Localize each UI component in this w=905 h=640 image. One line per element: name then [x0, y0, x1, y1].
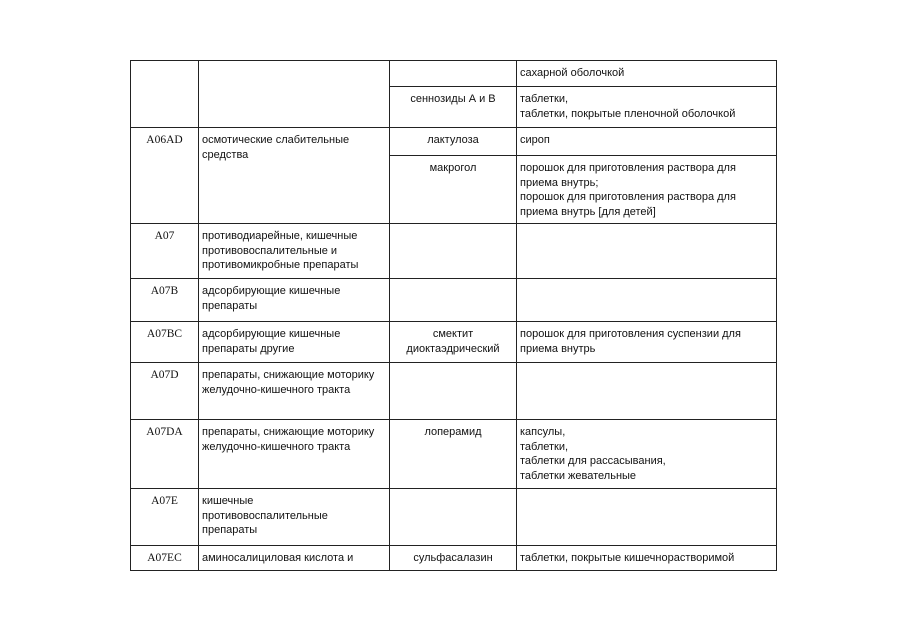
- dosage-form-line: порошок для приготовления раствора для: [520, 162, 736, 174]
- group-name-text: адсорбирующие кишечные препараты другие: [202, 328, 341, 355]
- group-name-text: кишечные противовоспалительные препараты: [202, 495, 328, 536]
- atc-code-cell: A07B: [131, 279, 199, 322]
- atc-code-cell: [131, 61, 199, 128]
- dosage-form-cell: [517, 363, 777, 420]
- dosage-form-cell: [517, 420, 777, 489]
- atc-code-cell: A07DA: [131, 420, 199, 489]
- inn-text: смектит диоктаэдрический: [406, 328, 500, 355]
- dosage-form-line: приема внутрь;: [520, 176, 599, 189]
- atc-code-cell: A06AD: [131, 128, 199, 224]
- group-name-cell: [199, 363, 390, 420]
- group-name-cell: [199, 279, 390, 322]
- dosage-form-cell: [517, 322, 777, 363]
- dosage-form-line: сахарной оболочкой: [520, 67, 625, 79]
- inn-cell: [390, 224, 517, 279]
- group-name-text: препараты, снижающие моторику желудочно-кишечного тракта: [202, 369, 375, 396]
- dosage-form-line: порошок для приготовления раствора для: [520, 191, 736, 203]
- inn-cell: сульфасалазин: [390, 546, 517, 571]
- dosage-form-line: таблетки для рассасывания,: [520, 455, 666, 467]
- table-row: [131, 224, 777, 279]
- table-row: [131, 279, 777, 322]
- group-name-cell: [199, 61, 390, 128]
- table-row: [131, 61, 777, 87]
- group-name-cell: аминосалициловая кислота и: [199, 546, 390, 571]
- dosage-form-cell: [517, 61, 777, 87]
- dosage-form-line: таблетки,: [520, 440, 569, 453]
- group-name-cell: [199, 420, 390, 489]
- dosage-form-line: таблетки жевательные: [520, 469, 637, 482]
- dosage-form-line: таблетки,: [520, 93, 569, 105]
- dosage-form-cell: [517, 224, 777, 279]
- dosage-form-line: таблетки, покрытые кишечнорастворимой: [520, 552, 735, 564]
- group-name-text: адсорбирующие кишечные препараты: [202, 285, 341, 312]
- dosage-form-cell: [517, 87, 777, 128]
- group-name-cell: [199, 128, 390, 224]
- group-name-text: осмотические слабительные средства: [202, 134, 350, 161]
- medication-table: [130, 60, 777, 571]
- atc-code-cell: A07E: [131, 489, 199, 546]
- dosage-form-cell: [517, 156, 777, 224]
- inn-cell: лоперамид: [390, 420, 517, 489]
- inn-cell: [390, 322, 517, 363]
- table-row: [131, 489, 777, 546]
- dosage-form-line: приема внутрь: [520, 342, 596, 355]
- inn-cell: макрогол: [390, 156, 517, 224]
- atc-code-cell: A07D: [131, 363, 199, 420]
- dosage-form-cell: [517, 128, 777, 156]
- table-row: [131, 363, 777, 420]
- inn-cell: лактулоза: [390, 128, 517, 156]
- table-row: [131, 546, 777, 571]
- dosage-form-line: приема внутрь [для детей]: [520, 205, 656, 218]
- group-name-text: противодиарейные, кишечные противовоспалительные и противомикробные препараты: [202, 230, 359, 271]
- group-name-text: препараты, снижающие моторику желудочно-кишечного тракта: [202, 426, 375, 453]
- dosage-form-cell: [517, 546, 777, 571]
- inn-cell: [390, 489, 517, 546]
- dosage-form-line: сироп: [520, 134, 550, 146]
- table-row: [131, 420, 777, 489]
- table-row: [131, 128, 777, 156]
- dosage-form-line: порошок для приготовления суспензии для: [520, 328, 741, 340]
- dosage-form-cell: [517, 489, 777, 546]
- table-row: [131, 322, 777, 363]
- atc-code-cell: A07BC: [131, 322, 199, 363]
- atc-code-cell: A07: [131, 224, 199, 279]
- inn-cell: [390, 61, 517, 87]
- group-name-cell: [199, 224, 390, 279]
- inn-cell: сеннозиды А и В: [390, 87, 517, 128]
- inn-cell: [390, 279, 517, 322]
- inn-cell: [390, 363, 517, 420]
- dosage-form-cell: [517, 279, 777, 322]
- group-name-cell: [199, 322, 390, 363]
- dosage-form-line: таблетки, покрытые пленочной оболочкой: [520, 107, 736, 120]
- group-name-cell: [199, 489, 390, 546]
- dosage-form-line: капсулы,: [520, 426, 566, 438]
- atc-code-cell: A07EC: [131, 546, 199, 571]
